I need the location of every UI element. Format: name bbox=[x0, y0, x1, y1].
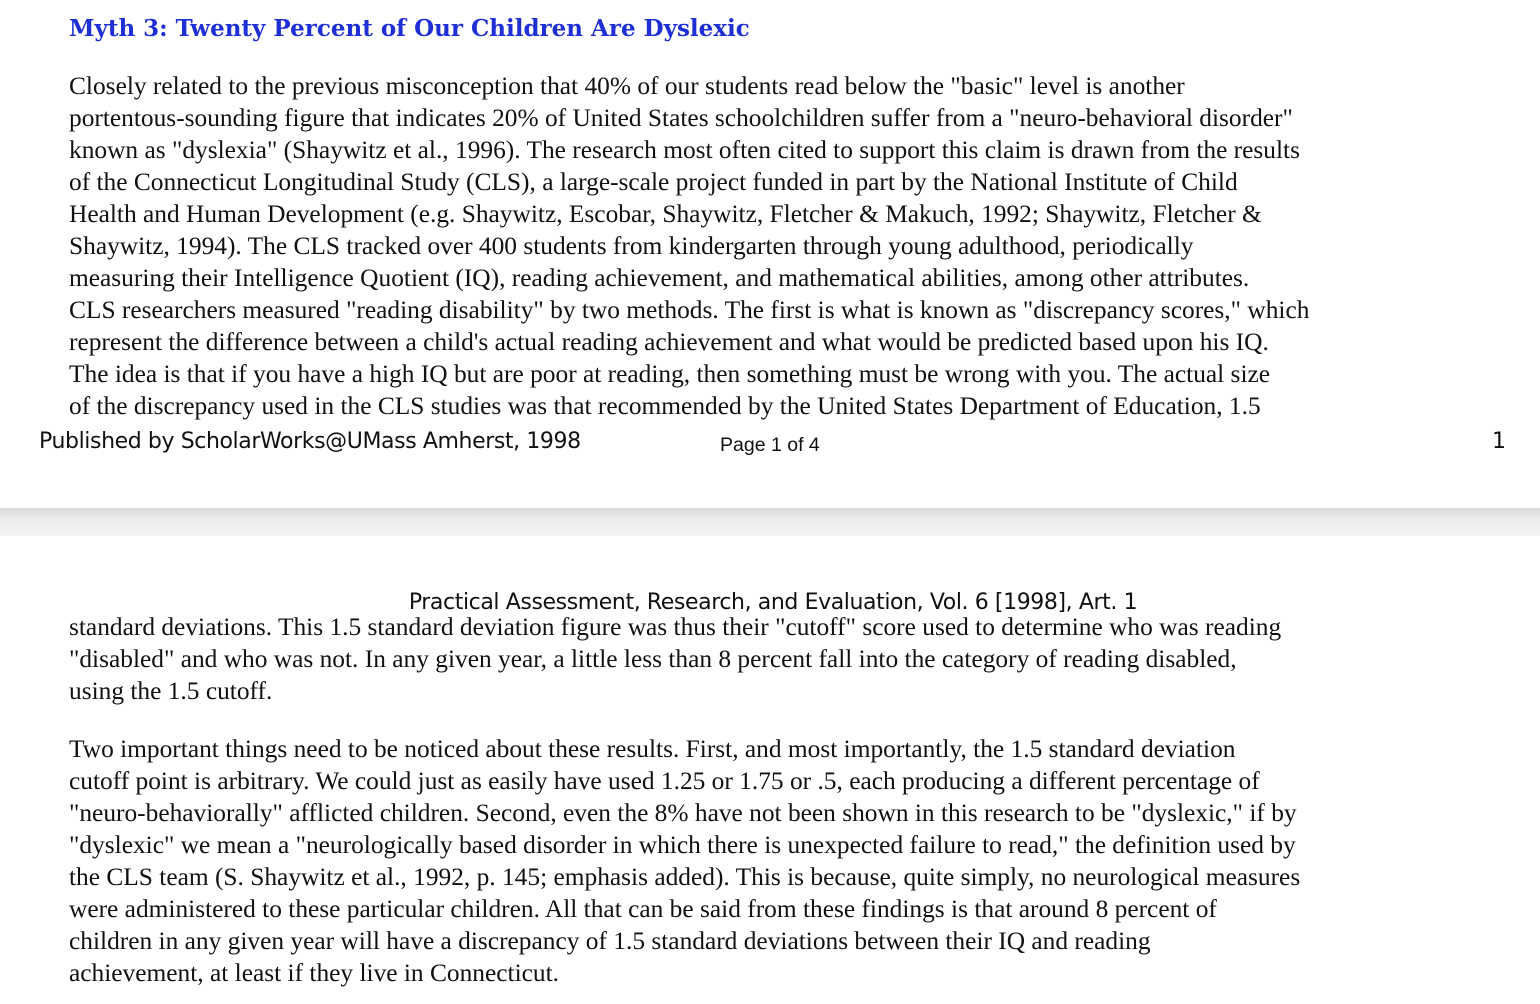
paragraph-continuation bbox=[69, 611, 1281, 707]
text-line: cutoff point is arbitrary. We could just as easily have used 1.25 or 1.75 or .5, each producing a different percentage of bbox=[69, 767, 1260, 795]
text-line: known as "dyslexia" (Shaywitz et al., 1996). The research most often cited to support this claim is drawn from the results bbox=[69, 136, 1300, 164]
text-line: "disabled" and who was not. In any given year, a little less than 8 percent fall into the category of reading disabled, bbox=[69, 645, 1237, 673]
text-line: children in any given year will have a discrepancy of 1.5 standard deviations between their IQ and reading bbox=[69, 927, 1151, 955]
text-line: portentous-sounding figure that indicates 20% of United States schoolchildren suffer from a "neuro-behavioral disorder" bbox=[69, 104, 1293, 132]
text-line: "neuro-behaviorally" afflicted children. Second, even the 8% have not been shown in this research to be "dyslexic," if by bbox=[69, 799, 1297, 827]
text-line: achievement, at least if they live in Connecticut. bbox=[69, 959, 560, 987]
text-line: Two important things need to be noticed about these results. First, and most importantly, the 1.5 standard deviation bbox=[69, 735, 1236, 763]
page-separator bbox=[0, 508, 1540, 536]
text-line: represent the difference between a child's actual reading achievement and what would be predicted based upon his IQ. bbox=[69, 328, 1269, 356]
page-number: 1 bbox=[1492, 429, 1506, 454]
text-line: of the discrepancy used in the CLS studies was that recommended by the United States Department of Education, 1.5 bbox=[69, 392, 1261, 420]
pdf-page-2 bbox=[0, 536, 1540, 1004]
text-line: measuring their Intelligence Quotient (IQ), reading achievement, and mathematical abilities, among other attributes. bbox=[69, 264, 1250, 292]
text-line: Shaywitz, 1994). The CLS tracked over 400 students from kindergarten through young adulthood, periodically bbox=[69, 232, 1194, 260]
section-heading: Myth 3: Twenty Percent of Our Children Are Dyslexic bbox=[69, 15, 750, 42]
text-line: were administered to these particular children. All that can be said from these findings is that around 8 percent of bbox=[69, 895, 1217, 923]
page-indicator: Page 1 of 4 bbox=[720, 434, 820, 456]
paragraph-two-important-things bbox=[69, 733, 1300, 989]
text-line: of the Connecticut Longitudinal Study (CLS), a large-scale project funded in part by the National Institute of Child bbox=[69, 168, 1238, 196]
text-line: CLS researchers measured "reading disability" by two methods. The first is what is known as "discrepancy scores," which bbox=[69, 296, 1310, 324]
paragraph-myth-3 bbox=[69, 70, 1309, 422]
running-header: Practical Assessment, Research, and Evaluation, Vol. 6 [1998], Art. 1 bbox=[408, 590, 1138, 615]
text-line: Health and Human Development (e.g. Shaywitz, Escobar, Shaywitz, Fletcher & Makuch, 1992; Shaywitz, Fletcher & bbox=[69, 200, 1262, 228]
text-line: The idea is that if you have a high IQ but are poor at reading, then something must be wrong with you. The actual size bbox=[69, 360, 1271, 388]
publisher-footer: Published by ScholarWorks@UMass Amherst, 1998 bbox=[39, 429, 581, 454]
text-line: using the 1.5 cutoff. bbox=[69, 677, 273, 705]
text-line: standard deviations. This 1.5 standard deviation figure was thus their "cutoff" score used to determine who was reading bbox=[69, 613, 1282, 641]
text-line: the CLS team (S. Shaywitz et al., 1992, p. 145; emphasis added). This is because, quite simply, no neurological measures bbox=[69, 863, 1301, 891]
text-line: "dyslexic" we mean a "neurologically based disorder in which there is unexpected failure to read," the definition used by bbox=[69, 831, 1296, 859]
text-line: Closely related to the previous misconception that 40% of our students read below the "basic" level is another bbox=[69, 72, 1185, 100]
